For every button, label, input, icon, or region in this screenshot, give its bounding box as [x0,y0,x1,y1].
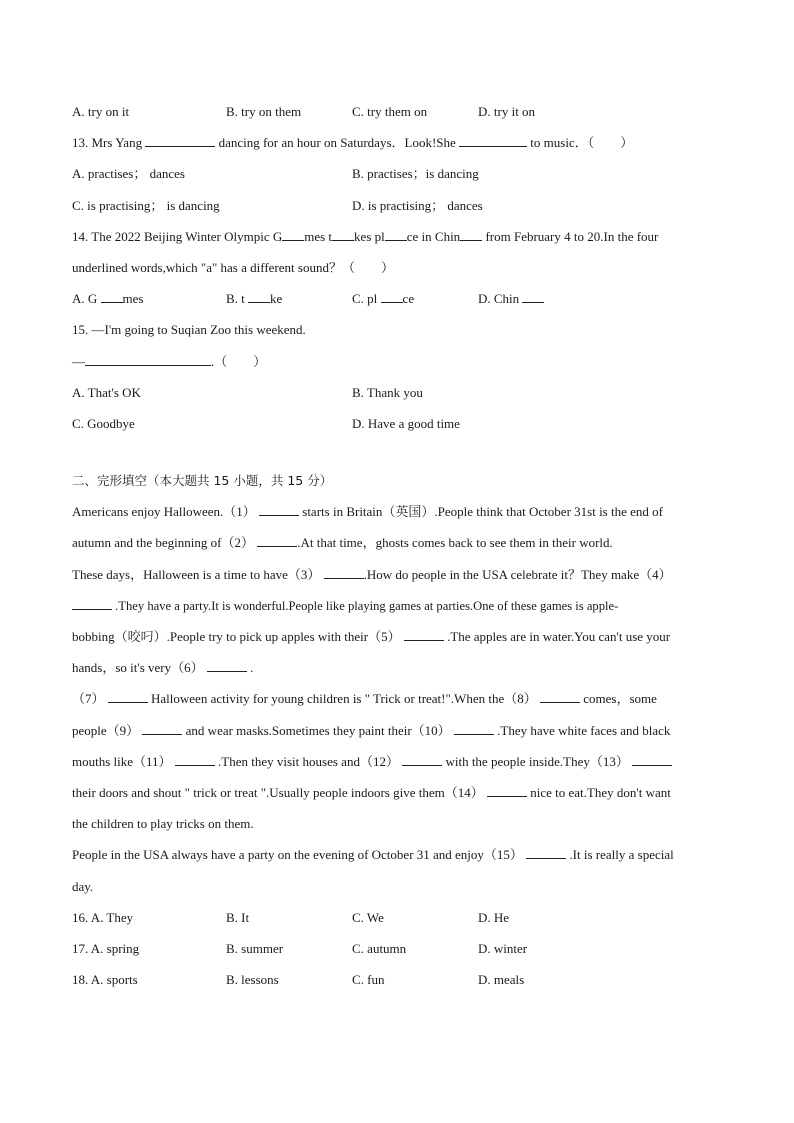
cloze-blank [402,753,442,766]
q18-options [72,969,732,1000]
cloze-blank [142,722,182,735]
letter-blank [282,228,304,241]
q14-option-d: D. Chin [478,288,544,319]
q14-option-a: A. G mes [72,291,144,307]
answer-blank [85,353,211,366]
q14-options [72,288,732,319]
passage-line: hands，so it's very（6） . [72,660,254,676]
q16-option-d: D. He [478,909,510,925]
q15-answer-line: — .（ ） [72,353,267,369]
q15-options-row-2 [72,413,732,444]
q16-option-a: 16. A. They [72,909,134,925]
q18-option-b: B. lessons [226,972,279,988]
passage-line: bobbing（咬叼）.People try to pick up apples with their（5） .The apples are in water.You can't use your [72,629,671,644]
q18-option-a: 18. A. sports [72,972,138,988]
passage-line: day. [72,878,94,894]
cloze-blank [404,628,444,641]
q14-option-c: C. pl ce [352,291,415,307]
q12-option-d: D. try it on [478,104,536,119]
q16-option-c: C. We [352,909,384,925]
passage-line: Americans enjoy Halloween.（1） starts in Britain（英国）.People think that October 31st is the end of [72,504,663,520]
cloze-blank [632,753,672,766]
q13-text-1: 13. Mrs Yang [72,135,143,151]
q12-option-c: C. try them on [352,104,428,119]
q16-options [72,907,732,938]
q15-option-a: A. That's OK [72,384,141,400]
cloze-blank [454,722,494,735]
cloze-blank [257,534,297,547]
passage-line: These days，Halloween is a time to have（3） .How do people in the USA celebrate it？They make（4） [72,566,672,582]
q14-question-line-2: underlined words,which "a" has a different sound？（ ） [72,259,394,275]
cloze-blank [540,690,580,703]
passage-line: their doors and shout " trick or treat ".Usually people indoors give them（14） nice to eat.They don't want [72,784,671,800]
q17-option-a: 17. A. spring [72,940,140,956]
passage-line: mouths like（11） .Then they visit houses and（12） with the people inside.They（13） [72,751,732,782]
q14-text-b: mes t [304,228,333,244]
cloze-blank [324,566,364,579]
q14-text-e: from February 4 to 20.In the four [482,228,659,244]
cloze-blank [259,503,299,516]
letter-blank [332,228,354,241]
q13-text-3: to music．（ ） [530,135,634,151]
q13-option-d: D. is practising； dances [352,197,483,213]
q17-options [72,938,732,969]
q13-options-row-2 [72,195,732,226]
q17-option-c: C. autumn [352,940,407,956]
q15-option-c: C. Goodbye [72,415,135,431]
q17-option-b: B. summer [226,940,284,956]
q12-option-a: A. try on it [72,104,130,119]
q14-question [72,226,732,257]
passage-line: .They have a party.It is wonderful.People like playing games at parties.One of these games is apple- [72,595,732,626]
cloze-blank [487,784,527,797]
q14-option-b: B. t ke [226,291,283,307]
letter-blank [460,228,482,241]
passage-line: the children to play tricks on them. [72,816,254,832]
q13-options-row-1 [72,163,732,194]
q12-options [72,101,732,132]
q17-option-d: D. winter [478,940,528,956]
cloze-blank [175,753,215,766]
passage-line: （7） Halloween activity for young children is " Trick or treat!".When the（8） comes，some [72,691,657,707]
q13-question [72,132,732,163]
q18-option-c: C. fun [352,972,385,988]
q14-text-a: 14. The 2022 Beijing Winter Olympic G [72,228,283,244]
cloze-blank [207,659,247,672]
section-2-title: 二、完形填空（本大题共 15 小题，共 15 分） [72,473,333,489]
q13-option-b: B. practises；is dancing [352,166,479,182]
q16-option-b: B. It [226,909,250,925]
q18-option-d: D. meals [478,972,525,988]
passage-line: autumn and the beginning of（2） .At that time，ghosts comes back to see them in their world. [72,535,613,551]
q15-options-row-1 [72,382,732,413]
exam-page [72,101,732,1000]
passage-line: People in the USA always have a party on the evening of October 31 and enjoy（15） .It is really a special [72,847,674,863]
q14-text-c: kes pl [354,228,385,244]
cloze-blank [108,690,148,703]
q14-text-d: ce in Chin [406,228,461,244]
q15-question: 15. —I'm going to Suqian Zoo this weekend. [72,322,306,338]
passage-line: people（9） and wear masks.Sometimes they paint their（10） .They have white faces and black [72,722,671,738]
q12-option-b: B. try on them [226,104,302,119]
q13-option-c: C. is practising； is dancing [72,197,220,213]
answer-blank [459,134,527,147]
letter-blank [385,228,407,241]
cloze-blank [526,846,566,859]
q15-option-b: B. Thank you [352,384,423,400]
q13-option-a: A. practises； dances [72,166,185,182]
cloze-blank [72,597,112,610]
q13-text-2: dancing for an hour on Saturdays．Look!She [218,135,456,151]
answer-blank [145,134,215,147]
q15-option-d: D. Have a good time [352,415,460,431]
